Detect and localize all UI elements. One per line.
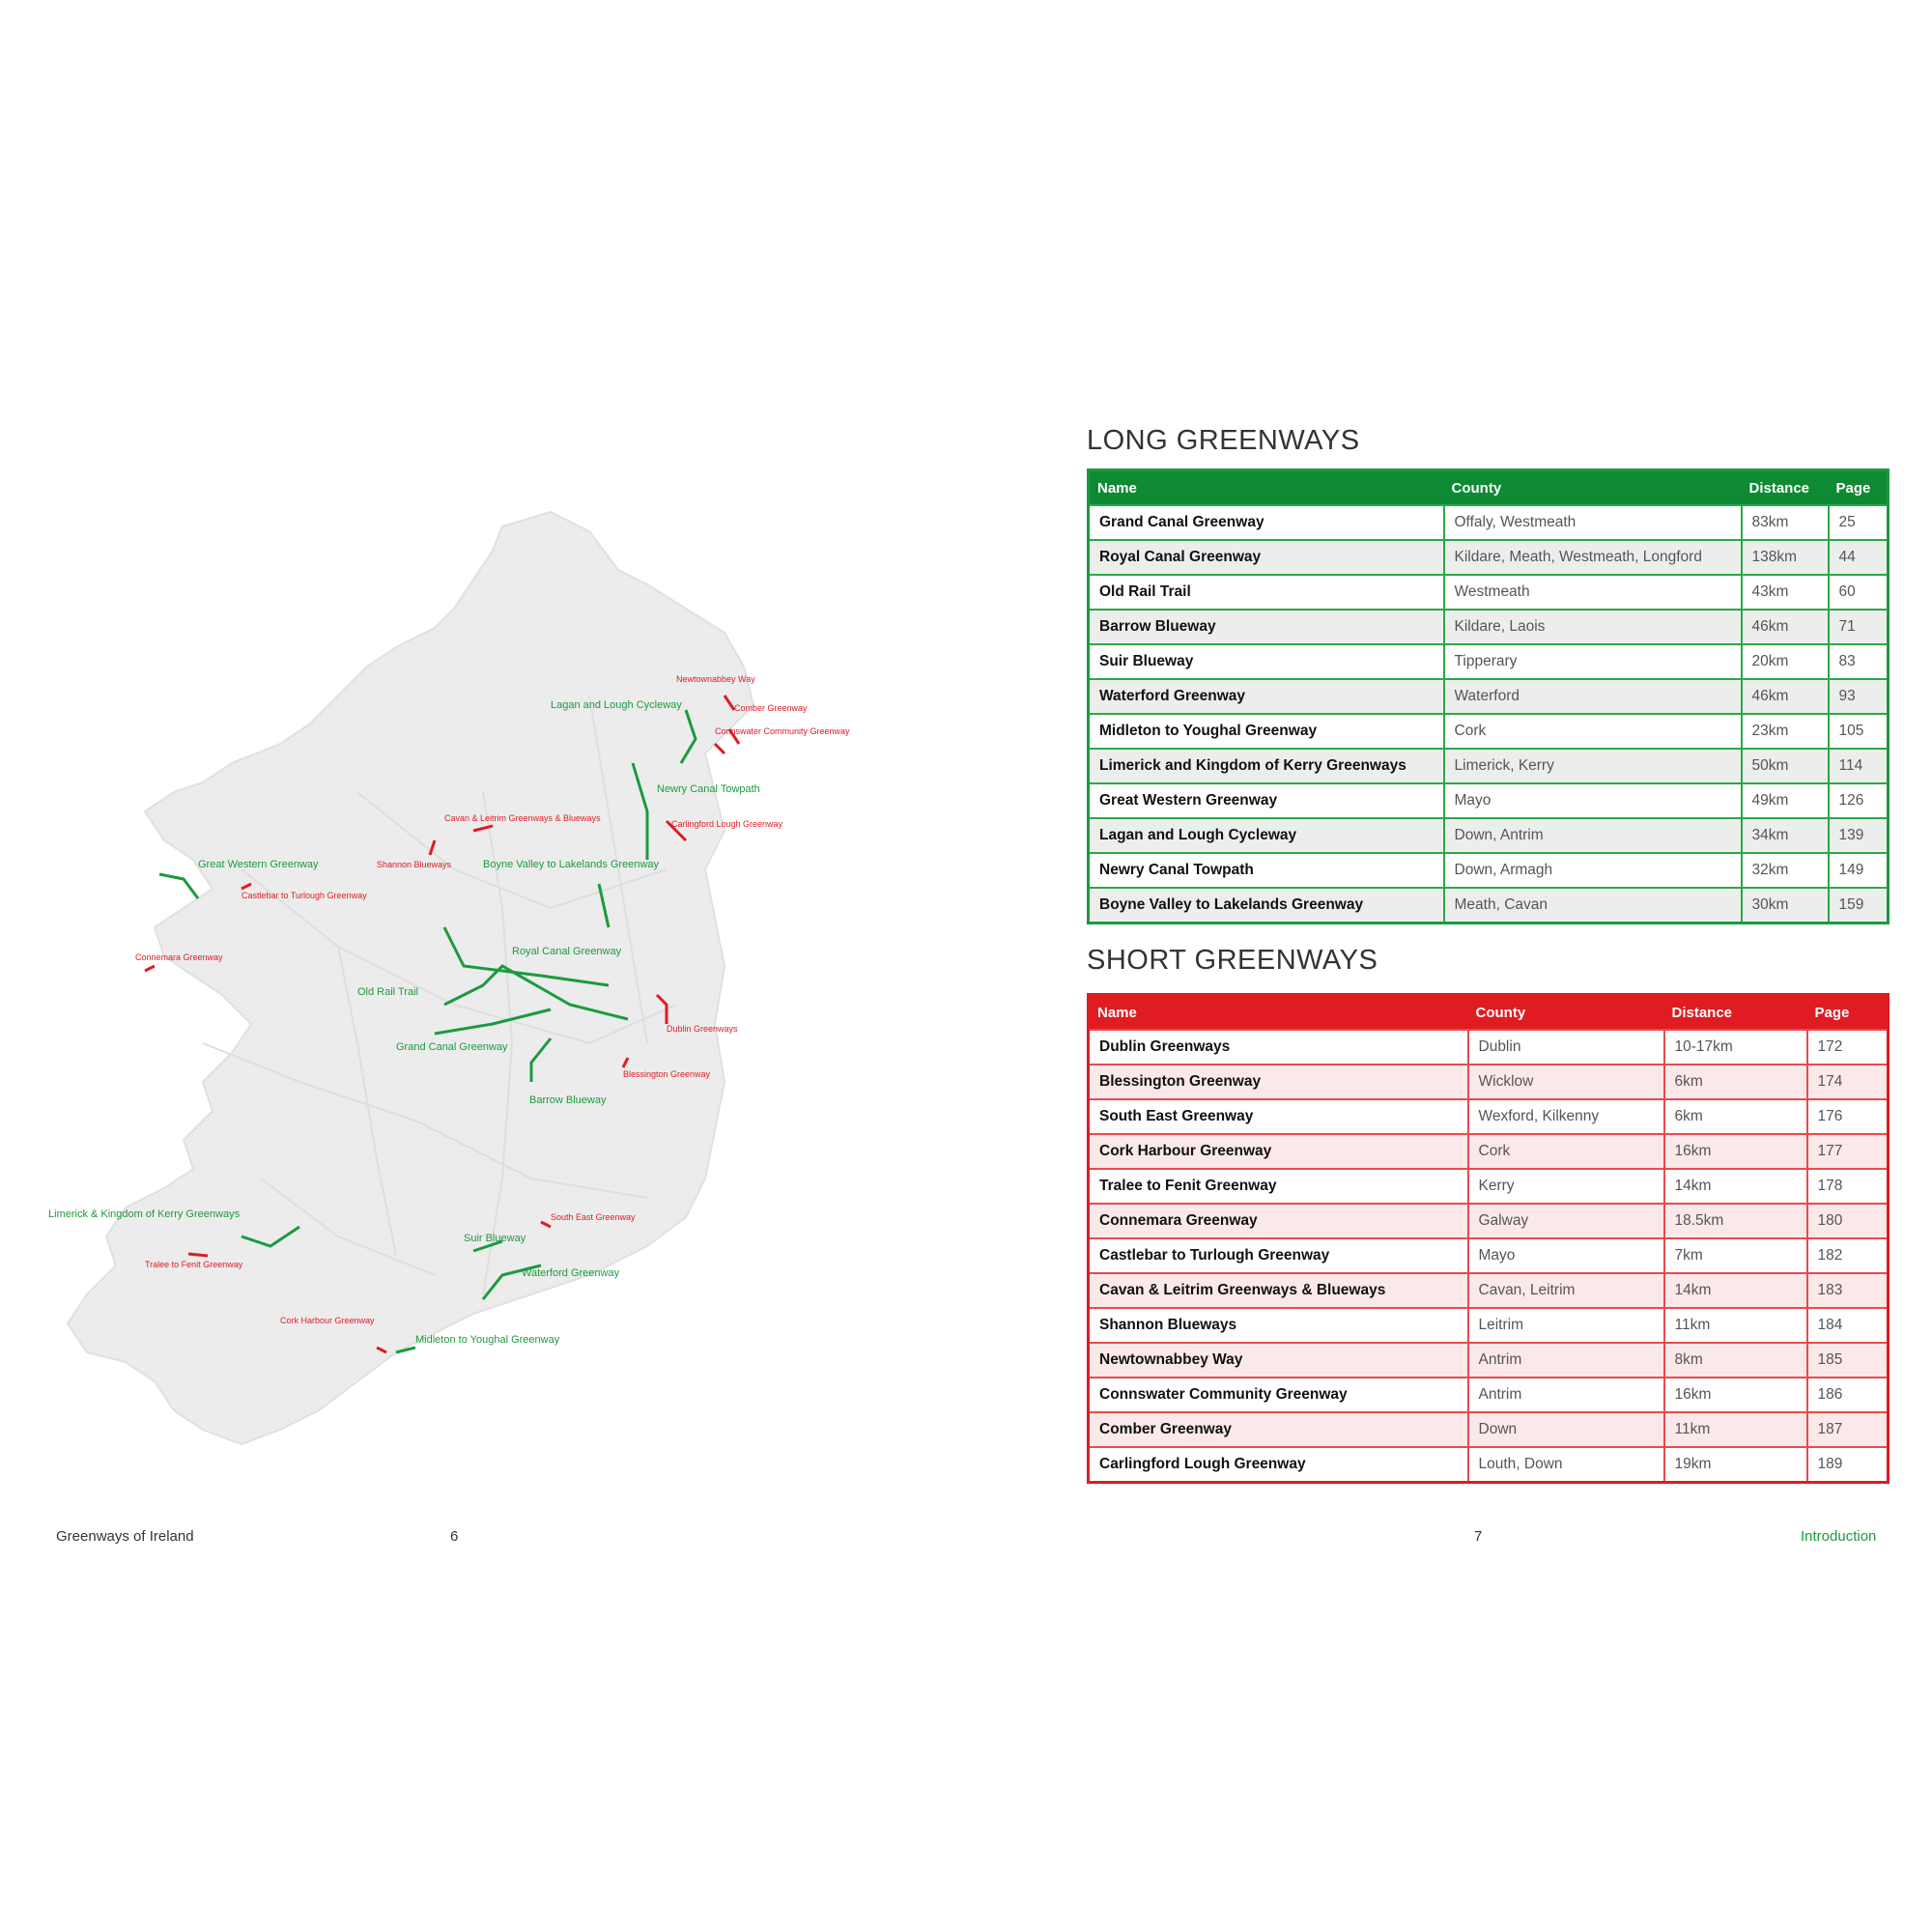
long-cell-name: Midleton to Youghal Greenway (1089, 714, 1444, 749)
short-cell-distance: 11km (1664, 1412, 1807, 1447)
short-table-row (1089, 1273, 1889, 1308)
map-label-shannon: Shannon Blueways (377, 860, 452, 869)
short-cell-county: Dublin (1468, 1030, 1664, 1065)
long-table-row (1089, 714, 1889, 749)
long-table-row (1089, 644, 1889, 679)
map-label-royal-canal: Royal Canal Greenway (512, 946, 622, 957)
long-cell-county: Kildare, Meath, Westmeath, Longford (1444, 540, 1742, 575)
short-table-row (1089, 1169, 1889, 1204)
footer-left-page-number: 6 (450, 1528, 459, 1545)
short-cell-county: Antrim (1468, 1343, 1664, 1378)
long-cell-page: 126 (1829, 783, 1889, 818)
map-label-castlebar: Castlebar to Turlough Greenway (242, 891, 367, 900)
map-label-suir: Suir Blueway (464, 1233, 526, 1244)
short-table-row (1089, 1308, 1889, 1343)
ireland-map-svg (48, 502, 879, 1449)
long-greenways-title: LONG GREENWAYS (1087, 425, 1360, 456)
short-cell-distance: 19km (1664, 1447, 1807, 1483)
map-label-waterford: Waterford Greenway (522, 1267, 620, 1279)
short-cell-name: Newtownabbey Way (1089, 1343, 1468, 1378)
map-label-boyne: Boyne Valley to Lakelands Greenway (483, 859, 660, 870)
short-table-row (1089, 1030, 1889, 1065)
long-table-row (1089, 610, 1889, 644)
long-table-row (1089, 749, 1889, 783)
long-cell-name: Royal Canal Greenway (1089, 540, 1444, 575)
short-cell-distance: 14km (1664, 1169, 1807, 1204)
long-cell-page: 149 (1829, 853, 1889, 888)
long-table-row (1089, 783, 1889, 818)
short-table-row (1089, 1134, 1889, 1169)
short-cell-county: Kerry (1468, 1169, 1664, 1204)
long-cell-page: 71 (1829, 610, 1889, 644)
short-cell-page: 172 (1807, 1030, 1889, 1065)
map-label-great-western: Great Western Greenway (198, 859, 319, 870)
long-cell-county: Down, Armagh (1444, 853, 1742, 888)
short-cell-page: 180 (1807, 1204, 1889, 1238)
long-cell-page: 44 (1829, 540, 1889, 575)
long-table-row (1089, 888, 1889, 923)
short-table-row (1089, 1447, 1889, 1483)
long-table-row (1089, 575, 1889, 610)
long-cell-county: Kildare, Laois (1444, 610, 1742, 644)
short-table-header-row (1089, 995, 1889, 1031)
long-cell-county: Down, Antrim (1444, 818, 1742, 853)
short-cell-county: Wicklow (1468, 1065, 1664, 1099)
map-label-lagan: Lagan and Lough Cycleway (551, 699, 682, 711)
long-cell-name: Limerick and Kingdom of Kerry Greenways (1089, 749, 1444, 783)
short-cell-county: Leitrim (1468, 1308, 1664, 1343)
short-greenways-table (1087, 993, 1889, 1484)
short-cell-name: Blessington Greenway (1089, 1065, 1468, 1099)
short-header-county: County (1468, 995, 1664, 1031)
map-label-comber: Comber Greenway (734, 703, 808, 713)
long-cell-name: Suir Blueway (1089, 644, 1444, 679)
long-cell-name: Barrow Blueway (1089, 610, 1444, 644)
short-cell-distance: 6km (1664, 1099, 1807, 1134)
long-cell-county: Cork (1444, 714, 1742, 749)
short-cell-name: Comber Greenway (1089, 1412, 1468, 1447)
long-cell-county: Offaly, Westmeath (1444, 505, 1742, 540)
long-cell-name: Great Western Greenway (1089, 783, 1444, 818)
long-cell-distance: 32km (1742, 853, 1829, 888)
long-header-county: County (1444, 470, 1742, 506)
short-cell-distance: 10-17km (1664, 1030, 1807, 1065)
map-label-grand-canal: Grand Canal Greenway (396, 1041, 508, 1053)
short-cell-county: Mayo (1468, 1238, 1664, 1273)
long-cell-page: 139 (1829, 818, 1889, 853)
short-cell-name: Carlingford Lough Greenway (1089, 1447, 1468, 1483)
short-cell-page: 174 (1807, 1065, 1889, 1099)
short-table-row (1089, 1204, 1889, 1238)
greenways-map (48, 502, 879, 1449)
long-cell-county: Westmeath (1444, 575, 1742, 610)
map-label-cavan-leitrim: Cavan & Leitrim Greenways & Blueways (444, 813, 601, 823)
short-cell-page: 186 (1807, 1378, 1889, 1412)
long-cell-distance: 49km (1742, 783, 1829, 818)
short-cell-county: Cork (1468, 1134, 1664, 1169)
short-cell-page: 185 (1807, 1343, 1889, 1378)
short-cell-distance: 8km (1664, 1343, 1807, 1378)
long-cell-county: Meath, Cavan (1444, 888, 1742, 923)
long-cell-page: 60 (1829, 575, 1889, 610)
long-cell-county: Tipperary (1444, 644, 1742, 679)
short-cell-county: Antrim (1468, 1378, 1664, 1412)
short-cell-page: 177 (1807, 1134, 1889, 1169)
short-header-distance: Distance (1664, 995, 1807, 1031)
short-cell-page: 182 (1807, 1238, 1889, 1273)
long-cell-distance: 46km (1742, 610, 1829, 644)
long-table-row (1089, 679, 1889, 714)
long-cell-distance: 46km (1742, 679, 1829, 714)
short-cell-distance: 14km (1664, 1273, 1807, 1308)
long-cell-distance: 138km (1742, 540, 1829, 575)
short-cell-county: Down (1468, 1412, 1664, 1447)
map-label-old-rail: Old Rail Trail (357, 986, 418, 998)
map-label-carlingford: Carlingford Lough Greenway (671, 819, 783, 829)
short-cell-name: Dublin Greenways (1089, 1030, 1468, 1065)
long-cell-county: Limerick, Kerry (1444, 749, 1742, 783)
long-cell-page: 159 (1829, 888, 1889, 923)
short-cell-name: Castlebar to Turlough Greenway (1089, 1238, 1468, 1273)
short-header-page: Page (1807, 995, 1889, 1031)
short-cell-distance: 16km (1664, 1378, 1807, 1412)
short-cell-page: 178 (1807, 1169, 1889, 1204)
long-cell-distance: 34km (1742, 818, 1829, 853)
short-cell-distance: 18.5km (1664, 1204, 1807, 1238)
map-label-south-east: South East Greenway (551, 1212, 636, 1222)
long-table-row (1089, 540, 1889, 575)
long-cell-page: 93 (1829, 679, 1889, 714)
map-label-cork-harbour: Cork Harbour Greenway (280, 1316, 375, 1325)
long-cell-name: Waterford Greenway (1089, 679, 1444, 714)
short-cell-name: Shannon Blueways (1089, 1308, 1468, 1343)
short-cell-distance: 11km (1664, 1308, 1807, 1343)
short-cell-name: Cork Harbour Greenway (1089, 1134, 1468, 1169)
long-cell-distance: 83km (1742, 505, 1829, 540)
map-label-blessington: Blessington Greenway (623, 1069, 711, 1079)
short-cell-name: Cavan & Leitrim Greenways & Blueways (1089, 1273, 1468, 1308)
short-cell-county: Louth, Down (1468, 1447, 1664, 1483)
short-cell-distance: 16km (1664, 1134, 1807, 1169)
long-cell-distance: 20km (1742, 644, 1829, 679)
short-header-name: Name (1089, 995, 1468, 1031)
long-cell-page: 83 (1829, 644, 1889, 679)
footer-book-title: Greenways of Ireland (56, 1528, 194, 1545)
map-label-barrow: Barrow Blueway (529, 1094, 607, 1106)
long-cell-page: 114 (1829, 749, 1889, 783)
short-cell-county: Cavan, Leitrim (1468, 1273, 1664, 1308)
long-greenways-table (1087, 469, 1889, 924)
short-greenways-title: SHORT GREENWAYS (1087, 945, 1378, 976)
short-cell-distance: 7km (1664, 1238, 1807, 1273)
short-cell-name: South East Greenway (1089, 1099, 1468, 1134)
long-table-row (1089, 505, 1889, 540)
short-table-row (1089, 1343, 1889, 1378)
long-header-name: Name (1089, 470, 1444, 506)
ireland-landmass (68, 512, 753, 1444)
short-cell-page: 189 (1807, 1447, 1889, 1483)
map-label-newry: Newry Canal Towpath (657, 783, 760, 795)
short-table-row (1089, 1378, 1889, 1412)
short-cell-name: Connswater Community Greenway (1089, 1378, 1468, 1412)
long-cell-distance: 23km (1742, 714, 1829, 749)
long-cell-distance: 43km (1742, 575, 1829, 610)
long-cell-name: Boyne Valley to Lakelands Greenway (1089, 888, 1444, 923)
map-label-limerick-kerry: Limerick & Kingdom of Kerry Greenways (48, 1208, 241, 1220)
short-cell-page: 183 (1807, 1273, 1889, 1308)
long-cell-page: 25 (1829, 505, 1889, 540)
long-header-distance: Distance (1742, 470, 1829, 506)
map-label-dublin: Dublin Greenways (667, 1024, 738, 1034)
long-cell-page: 105 (1829, 714, 1889, 749)
long-table-body (1089, 505, 1889, 923)
long-header-page: Page (1829, 470, 1889, 506)
map-label-tralee: Tralee to Fenit Greenway (145, 1260, 243, 1269)
footer-section-name: Introduction (1801, 1528, 1877, 1545)
long-cell-name: Newry Canal Towpath (1089, 853, 1444, 888)
short-cell-page: 184 (1807, 1308, 1889, 1343)
long-cell-distance: 30km (1742, 888, 1829, 923)
short-cell-name: Connemara Greenway (1089, 1204, 1468, 1238)
long-cell-county: Mayo (1444, 783, 1742, 818)
long-table-row (1089, 853, 1889, 888)
map-label-connswater: Connswater Community Greenway (715, 726, 850, 736)
short-cell-page: 176 (1807, 1099, 1889, 1134)
long-table-row (1089, 818, 1889, 853)
short-cell-page: 187 (1807, 1412, 1889, 1447)
short-table-row (1089, 1238, 1889, 1273)
long-cell-distance: 50km (1742, 749, 1829, 783)
map-label-connemara: Connemara Greenway (135, 952, 223, 962)
short-table-body (1089, 1030, 1889, 1483)
map-label-midleton: Midleton to Youghal Greenway (415, 1334, 560, 1346)
long-cell-name: Old Rail Trail (1089, 575, 1444, 610)
short-cell-county: Wexford, Kilkenny (1468, 1099, 1664, 1134)
long-table-header-row (1089, 470, 1889, 506)
short-table-row (1089, 1099, 1889, 1134)
map-label-newtownabbey: Newtownabbey Way (676, 674, 755, 684)
footer-right-page-number: 7 (1474, 1528, 1483, 1545)
long-cell-name: Lagan and Lough Cycleway (1089, 818, 1444, 853)
short-cell-county: Galway (1468, 1204, 1664, 1238)
long-cell-county: Waterford (1444, 679, 1742, 714)
short-cell-name: Tralee to Fenit Greenway (1089, 1169, 1468, 1204)
short-table-row (1089, 1065, 1889, 1099)
short-cell-distance: 6km (1664, 1065, 1807, 1099)
long-cell-name: Grand Canal Greenway (1089, 505, 1444, 540)
short-table-row (1089, 1412, 1889, 1447)
